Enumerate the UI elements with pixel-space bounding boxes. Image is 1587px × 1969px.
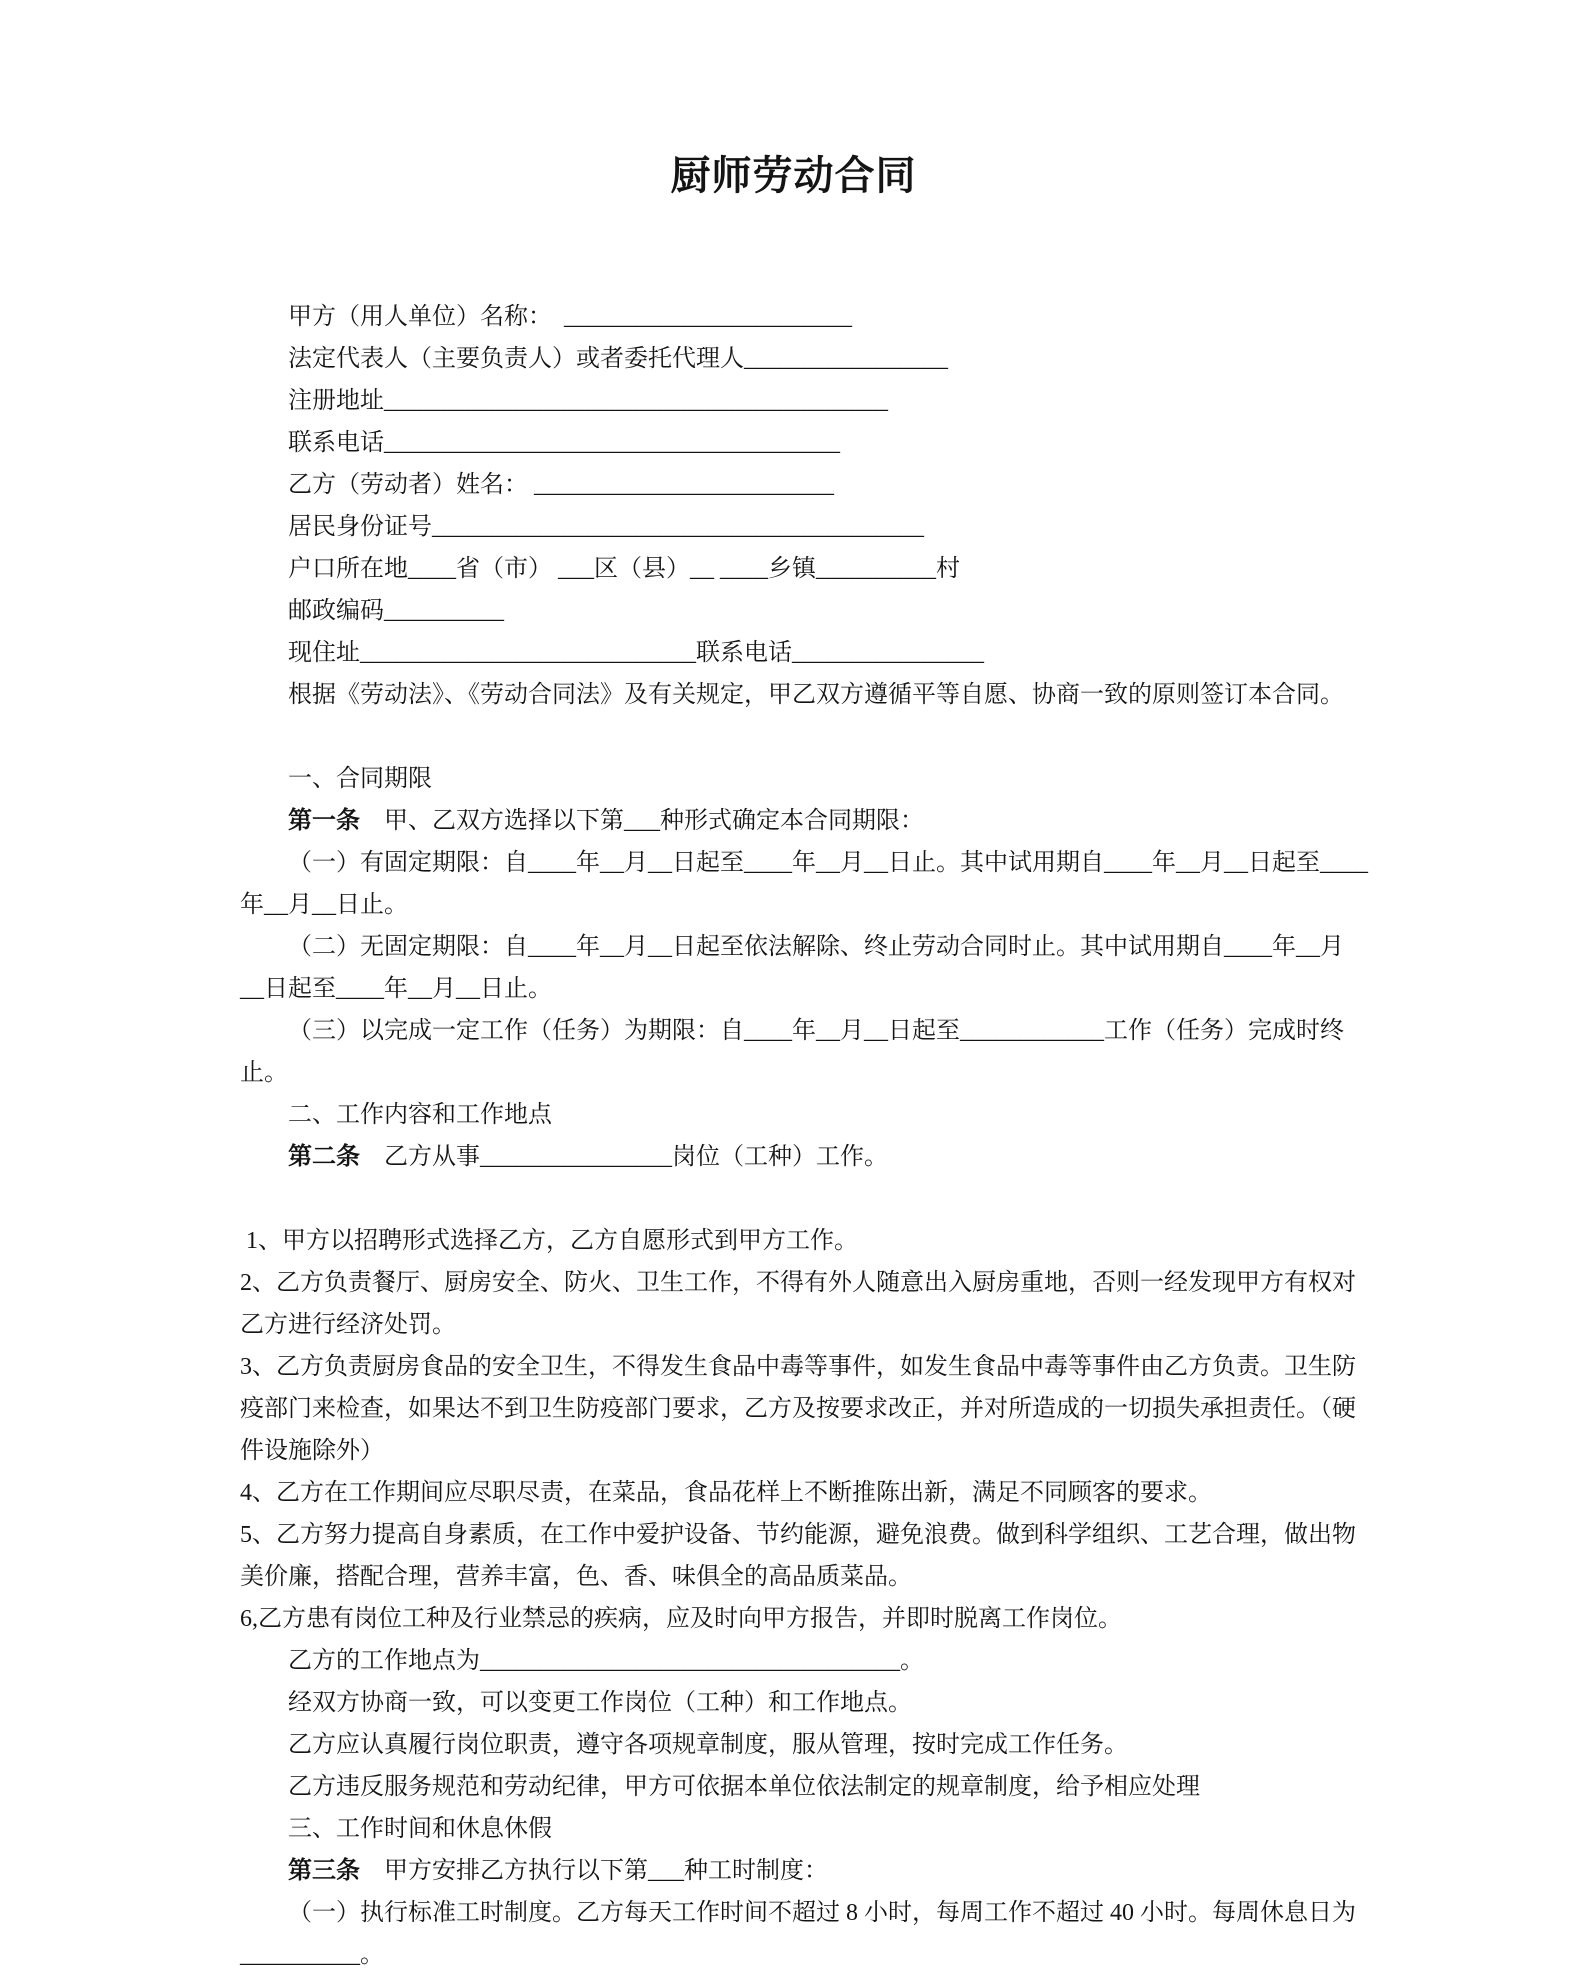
document-line: 美价廉，搭配合理，营养丰富，色、香、味俱全的高品质菜品。 xyxy=(240,1564,912,1590)
document-line: 乙方进行经济处罚。 xyxy=(240,1312,456,1338)
document-line: 乙方应认真履行岗位职责，遵守各项规章制度，服从管理，按时完成工作任务。 xyxy=(288,1732,1128,1758)
document-title: 厨师劳动合同 xyxy=(670,153,917,198)
document-line: 三、工作时间和休息休假 xyxy=(288,1816,552,1842)
document-line: 3、乙方负责厨房食品的安全卫生，不得发生食品中毒等事件，如发生食品中毒等事件由乙方负责。卫生防 xyxy=(240,1354,1356,1380)
document-line: 2、乙方负责餐厅、厨房安全、防火、卫生工作，不得有外人随意出入厨房重地，否则一经发现甲方有权对 xyxy=(240,1270,1356,1296)
document-line: 件设施除外） xyxy=(240,1438,384,1464)
document-line: 乙方（劳动者）姓名： _________________________ xyxy=(288,472,834,498)
document-line: 第三条 甲方安排乙方执行以下第___种工时制度： xyxy=(288,1858,828,1884)
clause-number: 第一条 xyxy=(288,808,360,834)
document-lines xyxy=(240,296,1368,1969)
document-line: 一、合同期限 xyxy=(288,766,432,792)
clause-number: 第二条 xyxy=(288,1144,360,1170)
blank-line xyxy=(240,716,1360,758)
document-line: 二、工作内容和工作地点 xyxy=(288,1102,552,1128)
document-line: 乙方的工作地点为___________________________________。 xyxy=(288,1648,924,1674)
document-line: 疫部门来检查，如果达不到卫生防疫部门要求，乙方及按要求改正，并对所造成的一切损失承担责任。（硬 xyxy=(240,1396,1356,1422)
document-line: 止。 xyxy=(240,1060,288,1086)
document-line: 现住址____________________________联系电话________________ xyxy=(288,640,984,666)
document-line: 第二条 乙方从事________________岗位（工种）工作。 xyxy=(288,1144,888,1170)
document-line: 居民身份证号_________________________________________ xyxy=(288,514,924,540)
document-line: 6,乙方患有岗位工种及行业禁忌的疾病，应及时向甲方报告，并即时脱离工作岗位。 xyxy=(240,1606,1122,1632)
document-line: 乙方违反服务规范和劳动纪律，甲方可依据本单位依法制定的规章制度，给予相应处理 xyxy=(288,1774,1200,1800)
document-line: （一）有固定期限：自____年__月__日起至____年__月__日止。其中试用期自____年__月__日起至____ xyxy=(288,850,1368,876)
document-line: 4、乙方在工作期间应尽职尽责，在菜品，食品花样上不断推陈出新，满足不同顾客的要求。 xyxy=(240,1480,1212,1506)
document-line: （二）无固定期限：自____年__月__日起至依法解除、终止劳动合同时止。其中试用期自____年__月 xyxy=(288,934,1344,960)
document-line: 户口所在地____省（市） ___区（县）__ ____乡镇__________村 xyxy=(288,556,960,582)
document-line: 1、甲方以招聘形式选择乙方，乙方自愿形式到甲方工作。 xyxy=(240,1228,858,1254)
blank-line xyxy=(240,1178,1360,1220)
document-line: 邮政编码__________ xyxy=(288,598,504,624)
document-line: 法定代表人（主要负责人）或者委托代理人_________________ xyxy=(288,346,948,372)
document-line: （三）以完成一定工作（任务）为期限：自____年__月__日起至____________工作（任务）完成时终 xyxy=(288,1018,1344,1044)
document-line: 第一条 甲、乙双方选择以下第___种形式确定本合同期限： xyxy=(288,808,924,834)
document-line: __日起至____年__月__日止。 xyxy=(240,976,552,1002)
document-line: 根据《劳动法》、《劳动合同法》及有关规定，甲乙双方遵循平等自愿、协商一致的原则签订本合同。 xyxy=(288,682,1344,708)
document-line: __________。 xyxy=(240,1942,384,1968)
document-line: 5、乙方努力提高自身素质，在工作中爱护设备、节约能源，避免浪费。做到科学组织、工艺合理，做出物 xyxy=(240,1522,1356,1548)
document-line: 年__月__日止。 xyxy=(240,892,408,918)
document-line: 联系电话______________________________________ xyxy=(288,430,840,456)
clause-number: 第三条 xyxy=(288,1858,360,1884)
document-line: 经双方协商一致，可以变更工作岗位（工种）和工作地点。 xyxy=(288,1690,912,1716)
document-line: 甲方（用人单位）名称： ________________________ xyxy=(288,304,852,330)
document-line: 注册地址__________________________________________ xyxy=(288,388,888,414)
document-line: （一）执行标准工时制度。乙方每天工作时间不超过 8 小时，每周工作不超过 40 小时。每周休息日为 xyxy=(288,1900,1356,1926)
